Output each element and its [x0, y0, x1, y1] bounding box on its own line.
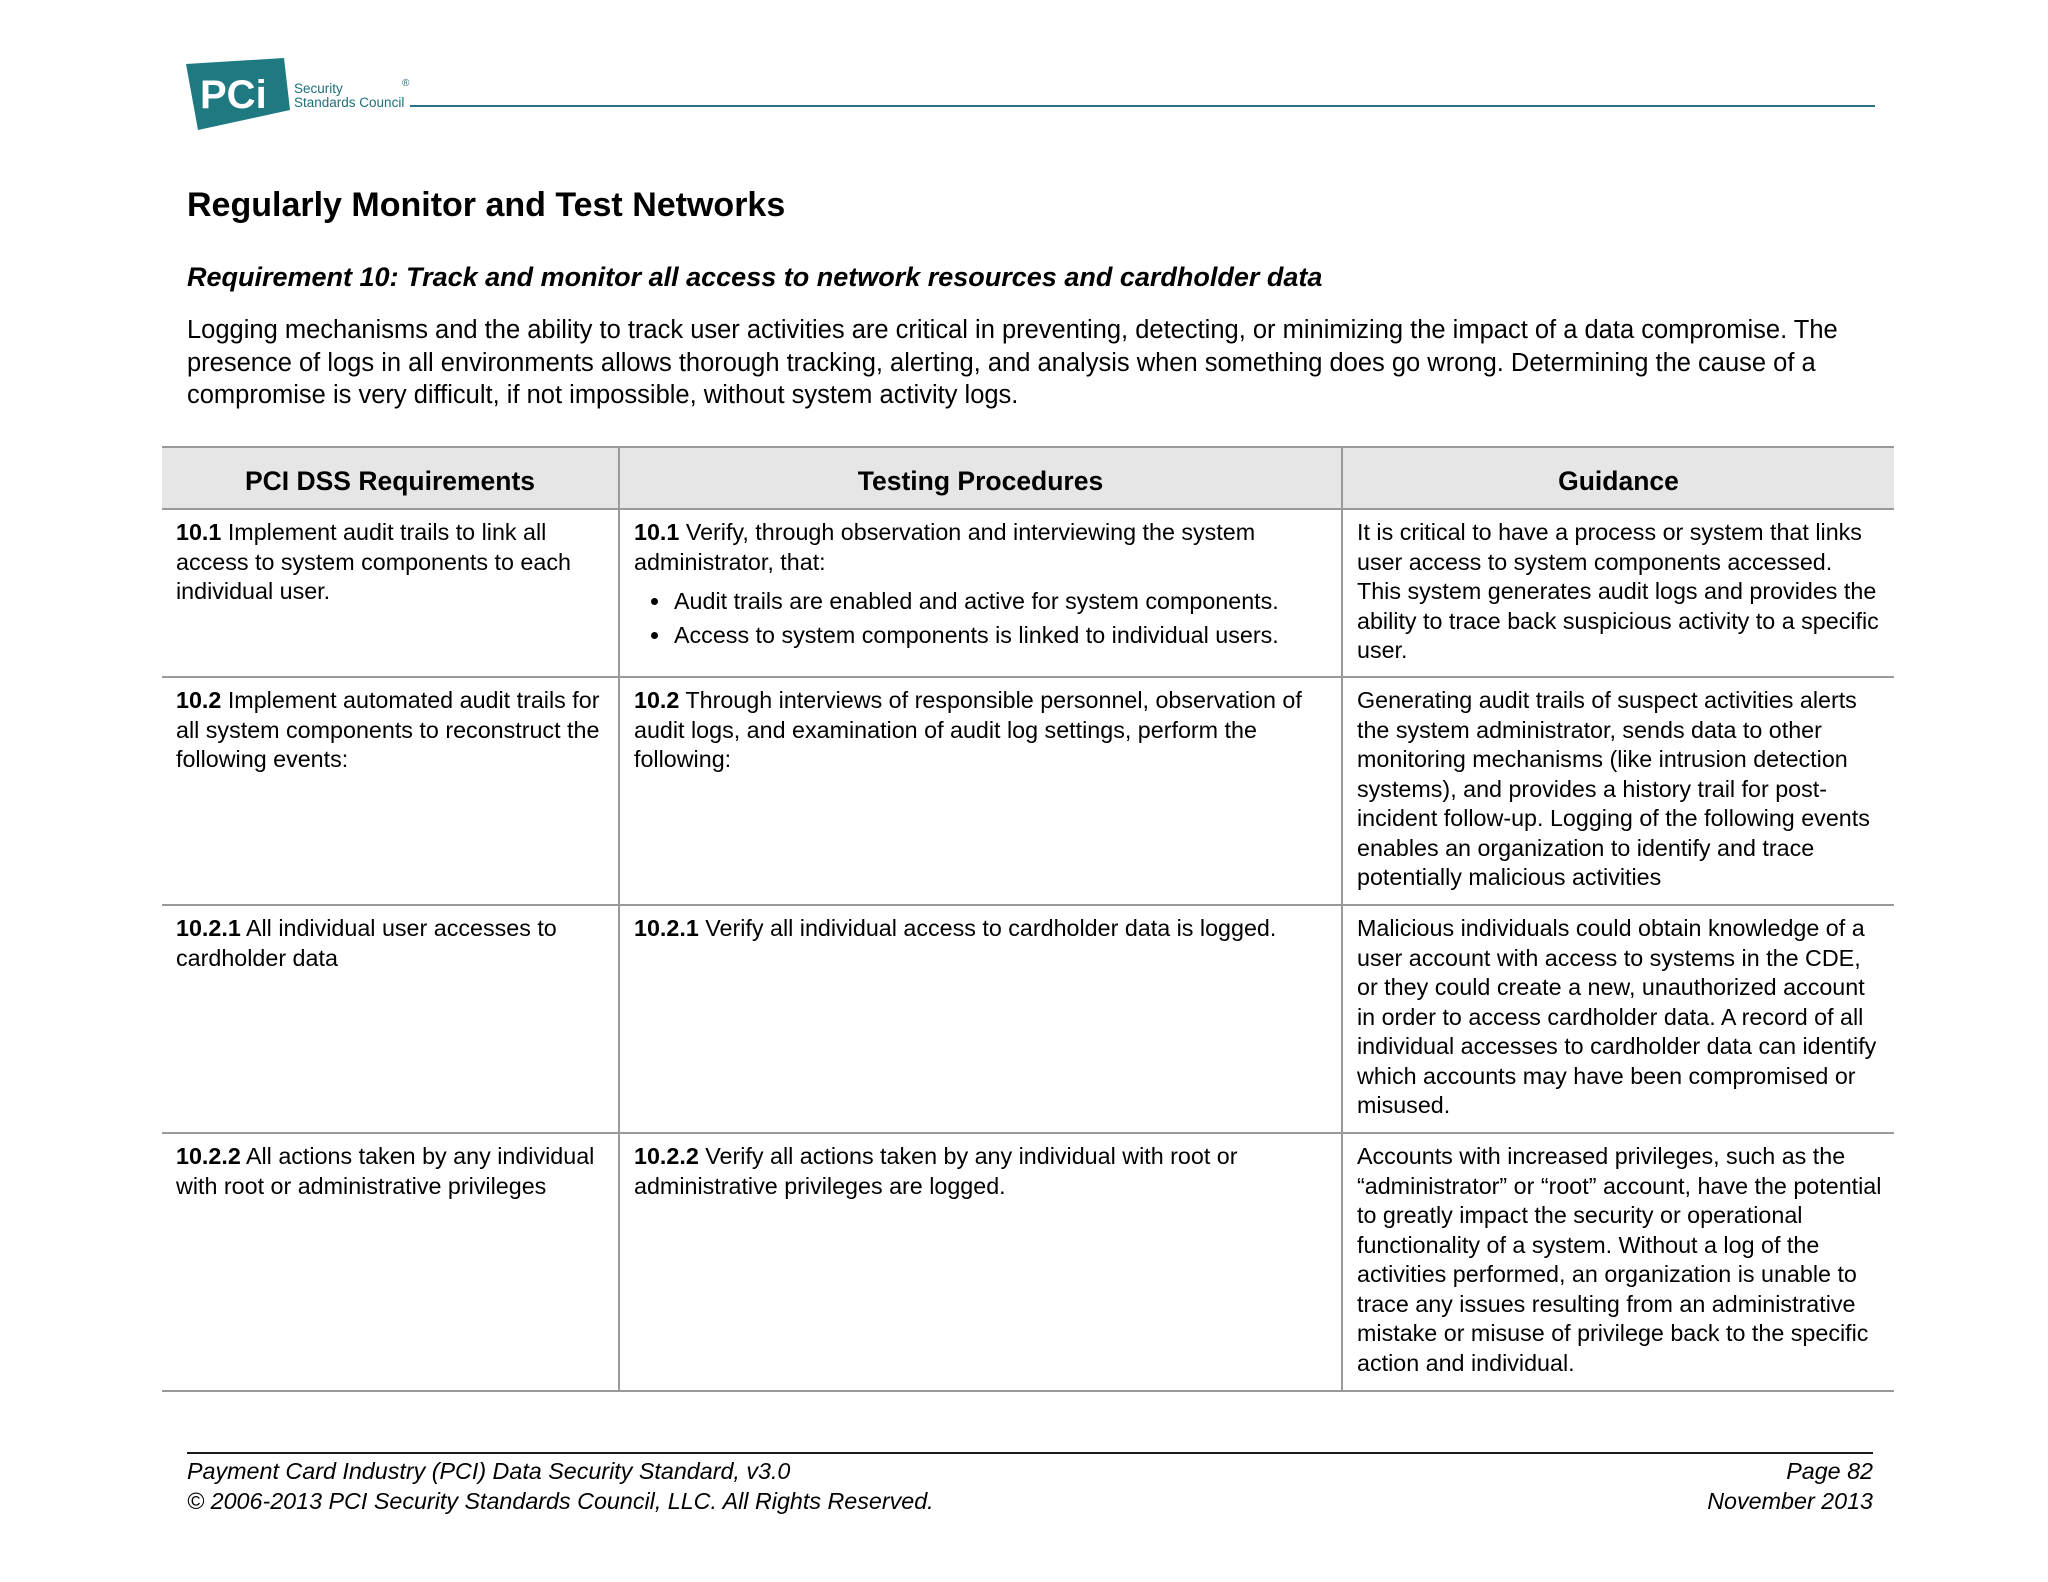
table-row — [162, 905, 1894, 1133]
testing-number: 10.2.2 — [634, 1143, 699, 1169]
requirement-cell — [162, 1133, 619, 1391]
testing-number: 10.2 — [634, 687, 680, 713]
footer-date: November 2013 — [1707, 1487, 1873, 1514]
requirement-number: 10.2.2 — [176, 1143, 241, 1169]
requirement-text: All actions taken by any individual with root or administrative privileges — [176, 1143, 595, 1199]
footer-rule — [187, 1452, 1873, 1454]
testing-number: 10.1 — [634, 519, 680, 545]
testing-number: 10.2.1 — [634, 915, 699, 941]
guidance-cell: Generating audit trails of suspect activities alerts the system administrator, sends data to other monitoring mechanisms (like intrusion detection systems), and provides a history trail for post-incident follow-up. Logging of the following events enables an organization to identify and trace potentially malicious activities — [1342, 677, 1894, 905]
testing-procedure-cell — [619, 677, 1342, 905]
requirement-text: All individual user accesses to cardholder data — [176, 915, 557, 971]
requirement-cell — [162, 677, 619, 905]
guidance-cell: Accounts with increased privileges, such as the “administrator” or “root” account, have the potential to greatly impact the security or operational functionality of a system. Without a log of the activities performed, an organization is unable to trace any issues resulting from an administrative mistake or misuse of privilege back to the specific action and individual. — [1342, 1133, 1894, 1391]
testing-procedure-cell — [619, 509, 1342, 677]
footer-right — [1707, 1457, 1873, 1516]
requirement-cell — [162, 509, 619, 677]
logo-line-2: Standards Council — [294, 95, 405, 110]
requirement-title: Requirement 10: Track and monitor all access to network resources and cardholder data — [187, 262, 1323, 292]
column-header-guidance: Guidance — [1342, 447, 1894, 509]
testing-procedure-cell — [619, 1133, 1342, 1391]
list-item: • Access to system components is linked to individual users. — [672, 621, 1329, 651]
guidance-cell: Malicious individuals could obtain knowledge of a user account with access to systems in the CDE, or they could create a new, unauthorized account in order to access cardholder data. A record of all individual accesses to cardholder data can identify which accounts may have been compromised or misused. — [1342, 905, 1894, 1133]
section-title: Regularly Monitor and Test Networks — [187, 186, 786, 224]
column-header-requirements: PCI DSS Requirements — [162, 447, 619, 509]
requirement-cell — [162, 905, 619, 1133]
pci-logo — [186, 58, 416, 132]
table-header-row — [162, 447, 1894, 509]
requirement-number: 10.1 — [176, 519, 222, 545]
footer-left — [187, 1457, 934, 1516]
testing-text: Verify all actions taken by any individual with root or administrative privileges are logged. — [634, 1143, 1238, 1199]
requirement-text: Implement audit trails to link all access to system components to each individual user. — [176, 519, 571, 604]
table-row — [162, 509, 1894, 677]
requirements-table — [162, 446, 1894, 1392]
testing-text: Verify, through observation and interviewing the system administrator, that: — [634, 519, 1256, 575]
logo-registered-mark: ® — [402, 78, 410, 89]
header-rule — [410, 105, 1875, 107]
testing-text: Verify all individual access to cardholder data is logged. — [698, 915, 1277, 941]
requirement-number: 10.2.1 — [176, 915, 241, 941]
testing-procedure-cell — [619, 905, 1342, 1133]
intro-paragraph: Logging mechanisms and the ability to track user activities are critical in preventing, detecting, or minimizing the impact of a data compromise. The presence of logs in all environments allows thorough tracking, alerting, and analysis when something does go wrong. Determining the cause of a compromise is very difficult, if not impossible, without system activity logs. — [187, 316, 1838, 409]
footer-page-number: Page 82 — [1786, 1458, 1873, 1484]
requirement-text: Implement automated audit trails for all system components to reconstruct the following events: — [176, 687, 600, 772]
list-item: • Audit trails are enabled and active for system components. — [672, 587, 1329, 617]
guidance-cell: It is critical to have a process or system that links user access to system components accessed. This system generates audit logs and provides the ability to trace back suspicious activity to a specific user. — [1342, 509, 1894, 677]
column-header-testing-procedures: Testing Procedures — [619, 447, 1342, 509]
testing-bullet-list — [634, 587, 1329, 650]
footer-document-title: Payment Card Industry (PCI) Data Security Standard, v3.0 — [187, 1458, 791, 1484]
logo-mark-text: PCi — [200, 73, 267, 117]
requirement-number: 10.2 — [176, 687, 222, 713]
logo-line-1: Security — [294, 81, 343, 96]
table-row — [162, 677, 1894, 905]
page-header — [0, 0, 2048, 140]
table-row — [162, 1133, 1894, 1391]
footer-copyright: © 2006-2013 PCI Security Standards Council, LLC. All Rights Reserved. — [187, 1487, 934, 1514]
testing-text: Through interviews of responsible personnel, observation of audit logs, and examination of audit log settings, perform the following: — [634, 687, 1302, 772]
